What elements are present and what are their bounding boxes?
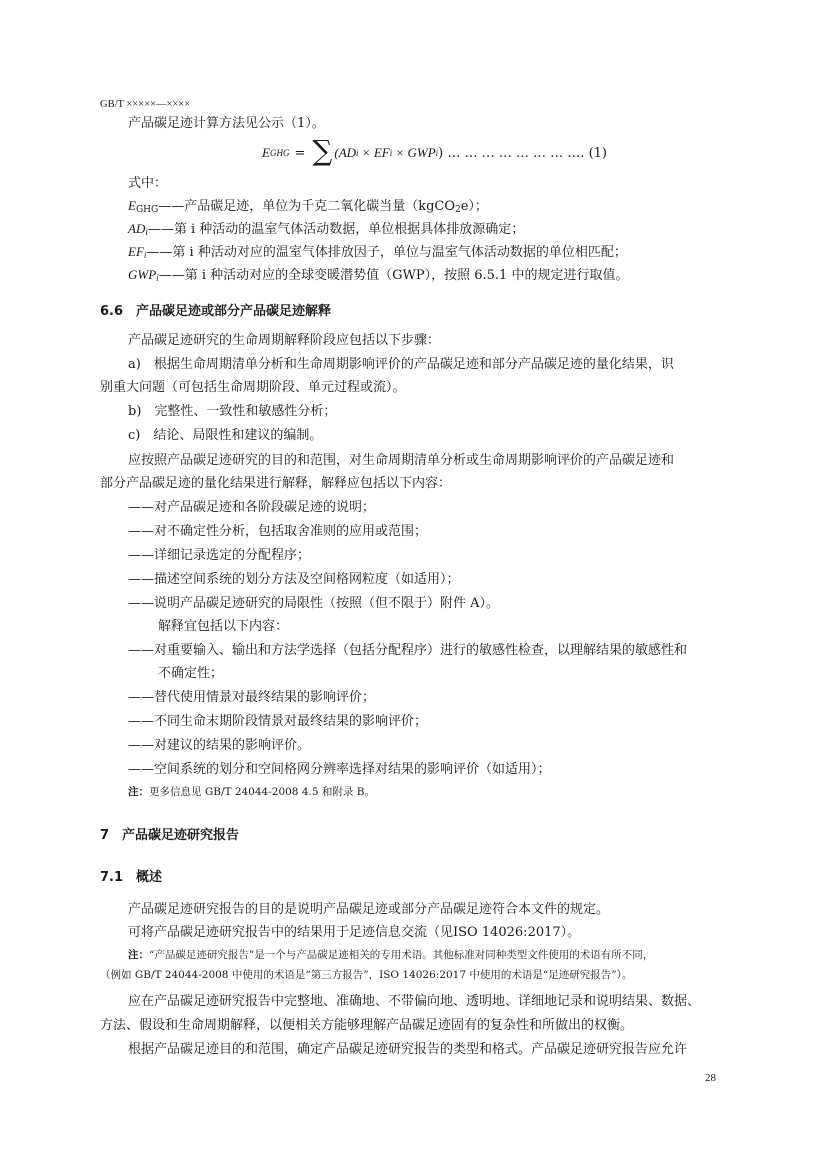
formula-lhs: E [262,145,270,160]
s66-should-5: ——空间系统的划分和空间格网分辨率选择对结果的影响评价（如适用）； [128,762,551,777]
formula-equals: = [294,145,306,161]
formula-term-ef: × EF [358,145,390,160]
s66-dash-2: ——对不确定性分析，包括取舍准则的应用或范围； [128,524,428,539]
formula-intro: 产品碳足迹计算方法见公示（1）。 [128,116,325,131]
s66-should-1-line2: 不确定性； [158,666,224,681]
page-number: 28 [705,1072,716,1084]
s71-note-text-1: “产品碳足迹研究报告”是一个与产品碳足迹相关的专用术语。其他标准对同种类型文件使用的术语有所不同， [149,949,654,961]
s66-item-a-line2: 别重大问题（可包括生命周期阶段、单元过程或流）。 [100,380,406,395]
formula-close-paren: ) [438,145,444,161]
sym-ef: EF [128,244,144,259]
s66-should-2: ——替代使用情景对最终结果的影响评价； [128,690,376,705]
sym-e: E [128,198,136,213]
formula-1 [262,132,607,174]
s66-dash-5: ——说明产品碳足迹研究的局限性（按照（但不限于）附件 A）。 [128,596,500,611]
formula-sub-i1: i [356,148,359,158]
s66-item-a-line1: a) 根据生命周期清单分析和生命周期影响评价的产品碳足迹和部分产品碳足迹的量化结果，识 [128,357,674,372]
s66-should-1-line1: ——对重要输入、输出和方法学选择（包括分配程序）进行的敏感性检查，以理解结果的敏感性和 [128,643,688,658]
sym-e-sub: GHG [135,205,159,215]
sigma-symbol: ∑ [312,134,333,167]
s71-para3-line1: 应在产品碳足迹研究报告中完整地、准确地、不带偏向地、透明地、详细地记录和说明结果、数据、 [128,994,701,1009]
s66-should-4: ——对建议的结果的影响评价。 [128,738,311,753]
where-text-eghg-2: e）； [460,199,488,214]
standard-code-header: GB/T ×××××—×××× [100,99,191,110]
sym-ef-sub: i [143,250,147,260]
sym-gwp: GWP [128,267,157,282]
where-item-ad [128,221,524,240]
formula-lhs-sub: GHG [269,148,290,158]
s66-para-line1: 应按照产品碳足迹研究的目的和范围，对生命周期清单分析或生命周期影响评价的产品碳足迹和 [128,453,675,468]
where-text-gwp: ——第 i 种活动对应的全球变暖潜势值（GWP），按照 6.5.1 中的规定进行取值。 [158,268,629,283]
sym-gwp-sub: i [156,273,159,283]
s71-para3-line2: 方法、假设和生命周期解释，以便相关方能够理解产品碳足迹固有的复杂性和所做出的权衡。 [100,1018,634,1033]
formula-term-gwp: × GWP [392,145,436,160]
s66-dash-3: ——详细记录选定的分配程序； [128,548,311,563]
sym-ad: AD [128,221,146,236]
co2-sub: 2 [455,205,461,215]
s71-para2: 可将产品碳足迹研究报告中的结果用于足迹信息交流（见ISO 14026:2017）。 [128,925,581,940]
where-label: 式中： [128,176,168,191]
s66-dash-1: ——对产品碳足迹和各阶段碳足迹的说明； [128,500,376,515]
formula-term-ad: (AD [334,145,357,160]
s71-para1: 产品碳足迹研究报告的目的是说明产品碳足迹或部分产品碳足迹符合本文件的规定。 [128,902,610,917]
s66-para2: 解释宜包括以下内容： [158,619,289,634]
formula-number: . (1) [580,145,607,161]
s71-note-line2: （例如 GB/T 24044-2008 中使用的术语是“第三方报告”，ISO 14026:2017 中使用的术语是“足迹研究报告”）。 [100,969,633,981]
s66-intro: 产品碳足迹研究的生命周期解释阶段应包括以下步骤： [128,333,441,348]
s71-para4: 根据产品碳足迹目的和范围，确定产品碳足迹研究报告的类型和格式。产品碳足迹研究报告应允许 [128,1042,688,1057]
s71-note-label: 注： [128,949,149,961]
s66-note [128,785,375,799]
s66-should-3: ——不同生命末期阶段情景对最终结果的影响评价； [128,714,428,729]
note-text: 更多信息见 GB/T 24044-2008 4.5 和附录 B。 [149,786,375,798]
s71-note-line1 [128,948,653,962]
s66-dash-4: ——描述空间系统的划分方法及空间格网粒度（如适用）； [128,572,460,587]
section-6-6-title: 6.6 产品碳足迹或部分产品碳足迹解释 [100,304,332,319]
s66-item-b: b) 完整性、一致性和敏感性分析； [128,404,337,419]
where-item-gwp [128,267,628,286]
section-7-1-title: 7.1 概述 [100,870,163,885]
section-7-title: 7 产品碳足迹研究报告 [100,828,240,843]
where-item-ef [128,244,627,263]
formula-sub-i3: i [435,148,439,158]
formula-dots: … … … … … … … … [443,145,581,161]
formula-sub-i2: i [389,148,393,158]
s66-item-c: c) 结论、局限性和建议的编制。 [128,428,323,443]
where-text-ad: ——第 i 种活动的温室气体活动数据，单位根据具体排放源确定； [147,222,525,237]
where-item-eghg [128,198,488,218]
where-text-ef: ——第 i 种活动对应的温室气体排放因子，单位与温室气体活动数据的单位相匹配； [146,245,627,260]
where-text-eghg: ——产品碳足迹，单位为千克二氧化碳当量（kgCO [158,199,455,214]
note-label: 注： [128,786,149,798]
sym-ad-sub: i [145,227,148,237]
s66-para-line2: 部分产品碳足迹的量化结果进行解释，解释应包括以下内容： [100,476,452,491]
